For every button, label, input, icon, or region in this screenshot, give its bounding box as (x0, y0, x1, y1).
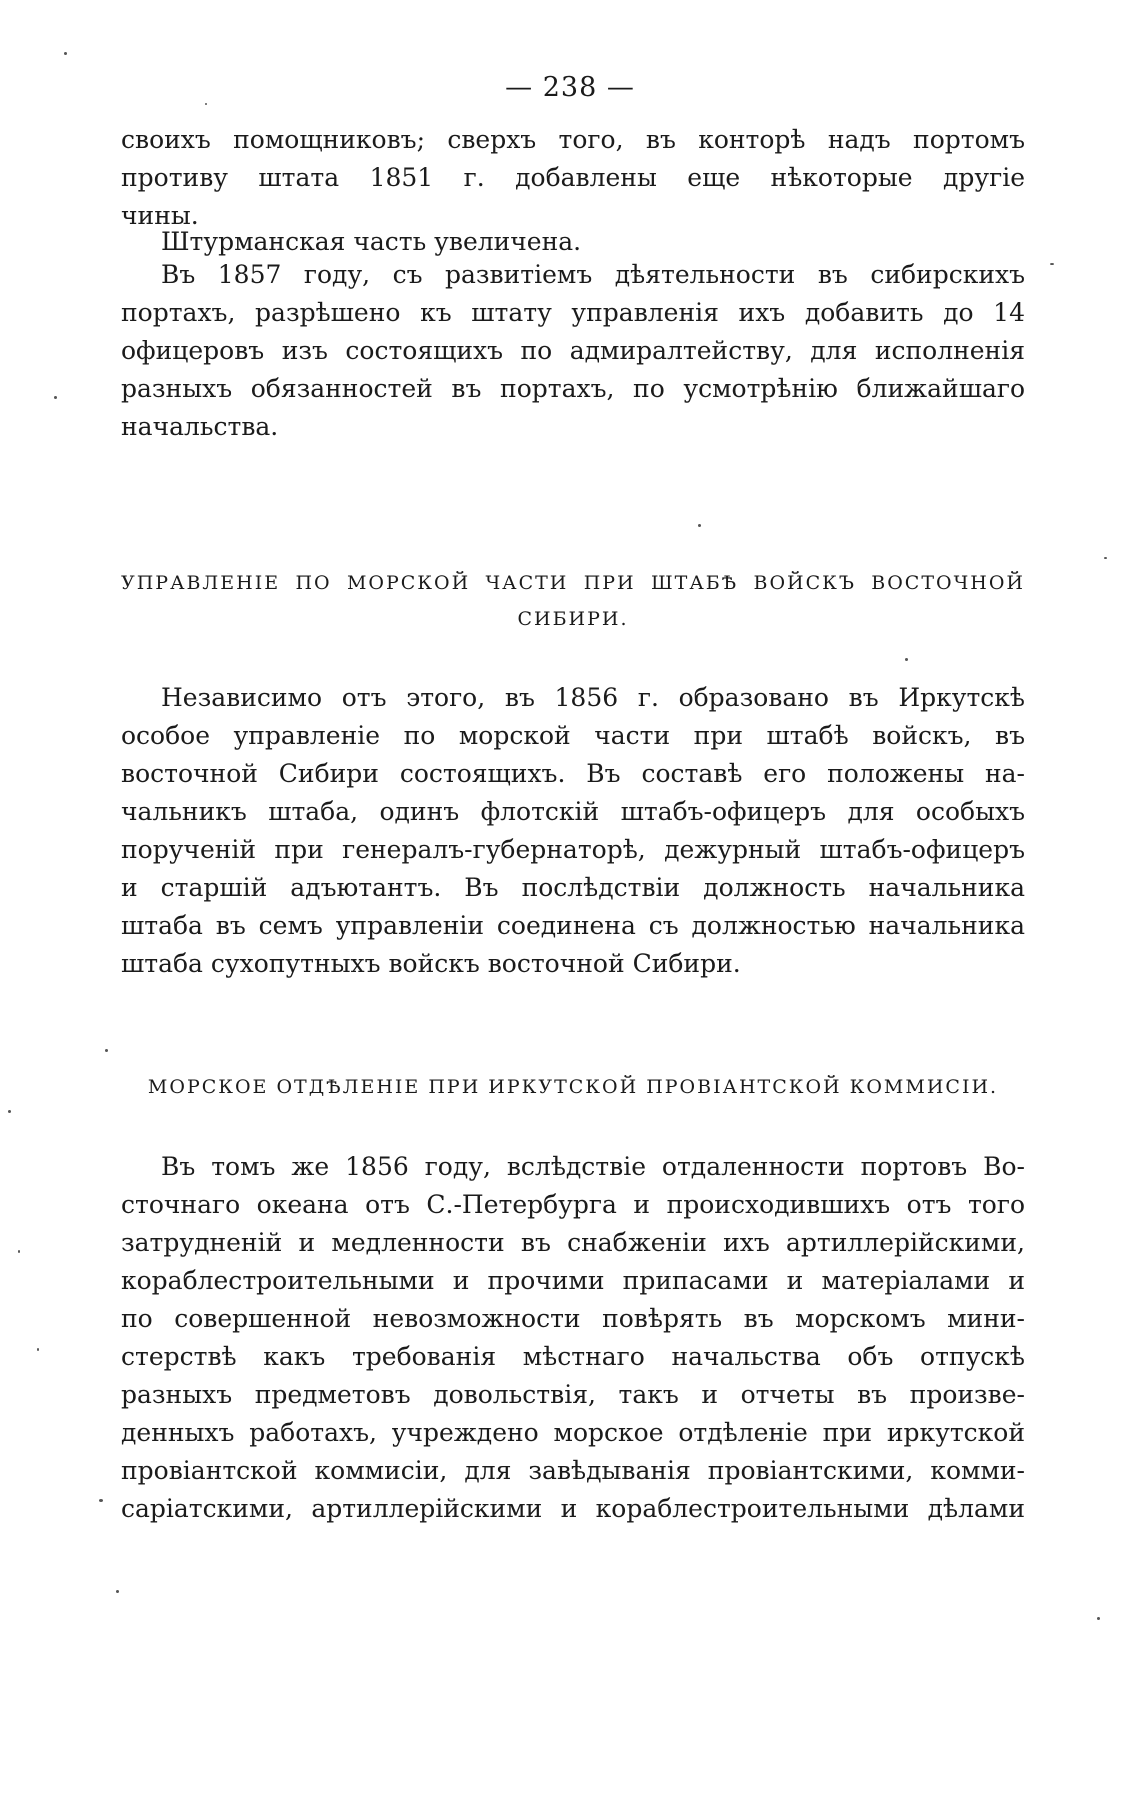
text-line: восточной Сибири состоящихъ. Въ составѣ его положены на- (121, 759, 1025, 788)
text-line: сточнаго океана отъ С.-Петербурга и происходившихъ отъ того (121, 1190, 1025, 1219)
text-line: саріатскими, артиллерійскими и кораблестроительными дѣлами (121, 1494, 1025, 1523)
paragraph-continuation (121, 121, 1025, 235)
heading-line: МОРСКОЕ ОТДѢЛЕНІЕ ПРИ ИРКУТСКОЙ ПРОВІАНТСКОЙ КОММИСІИ. (147, 1076, 999, 1098)
scan-speck (105, 1049, 108, 1052)
scan-speck (205, 103, 207, 105)
text-line: стерствѣ какъ требованія мѣстнаго начальства объ отпускѣ (121, 1342, 1025, 1371)
scan-speck (116, 1590, 119, 1593)
heading-line: УПРАВЛЕНІЕ ПО МОРСКОЙ ЧАСТИ ПРИ ШТАБѢ ВОЙСКЪ ВОСТОЧНОЙ (121, 572, 1025, 594)
text-line: затрудненій и медленности въ снабженіи ихъ артиллерійскими, (121, 1228, 1025, 1257)
text-line: и старшій адъютантъ. Въ послѣдствіи должность начальника (121, 873, 1025, 902)
section-heading-naval-department (121, 1069, 1025, 1105)
text-line: Штурманская часть увеличена. (161, 227, 582, 256)
text-line: офицеровъ изъ состоящихъ по адмиралтейству, для исполненія (121, 336, 1025, 365)
paragraph-naval-department (121, 1148, 1025, 1528)
section-heading-naval-administration (121, 565, 1025, 637)
paragraph-irkutsk-administration (121, 679, 1025, 983)
scan-speck (905, 658, 908, 661)
text-line: порученій при генералъ-губернаторѣ, дежурный штабъ-офицеръ (121, 835, 1025, 864)
text-line: разныхъ предметовъ довольствія, такъ и отчеты въ произве- (121, 1380, 1025, 1409)
scan-speck (64, 52, 67, 55)
text-line: провіантской коммисіи, для завѣдыванія провіантскими, комми- (121, 1456, 1025, 1485)
scan-speck (54, 396, 57, 399)
text-line: денныхъ работахъ, учреждено морское отдѣленіе при иркутской (121, 1418, 1025, 1447)
text-line: разныхъ обязанностей въ портахъ, по усмотрѣнію ближайшаго (121, 374, 1025, 403)
text-line: Въ томъ же 1856 году, вслѣдствіе отдаленности портовъ Во- (161, 1152, 1025, 1181)
text-line: особое управленіе по морской части при штабѣ войскъ, въ (121, 721, 1025, 750)
text-line: по совершенной невозможности повѣрять въ морскомъ мини- (121, 1304, 1025, 1333)
page-number: — 238 — (505, 72, 635, 103)
scan-speck (99, 1499, 103, 1502)
text-line: начальства. (121, 412, 279, 441)
text-line: Въ 1857 году, съ развитіемъ дѣятельности въ сибирскихъ (161, 260, 1025, 289)
text-line: чины. (121, 201, 199, 230)
scan-speck (1104, 557, 1107, 559)
paragraph-1857 (121, 256, 1025, 446)
text-line: чальникъ штаба, одинъ флотскій штабъ-офицеръ для особыхъ (121, 797, 1025, 826)
heading-line: СИБИРИ. (517, 608, 629, 630)
text-line: своихъ помощниковъ; сверхъ того, въ конторѣ надъ портомъ (121, 125, 1025, 154)
scan-speck (37, 1348, 39, 1351)
scan-speck (18, 1250, 20, 1253)
text-line: штаба сухопутныхъ войскъ восточной Сибири. (121, 949, 741, 978)
scan-speck (698, 524, 701, 527)
scan-speck (1050, 263, 1054, 265)
scan-speck (1097, 1617, 1100, 1620)
scan-speck (8, 1110, 11, 1113)
text-line: кораблестроительными и прочими припасами и матеріалами и (121, 1266, 1025, 1295)
text-line: Независимо отъ этого, въ 1856 г. образовано въ Иркутскѣ (161, 683, 1025, 712)
text-line: штаба въ семъ управленіи соединена съ должностью начальника (121, 911, 1025, 940)
text-line: портахъ, разрѣшено къ штату управленія ихъ добавить до 14 (121, 298, 1025, 327)
text-line: противу штата 1851 г. добавлены еще нѣкоторые другіе (121, 163, 1025, 192)
